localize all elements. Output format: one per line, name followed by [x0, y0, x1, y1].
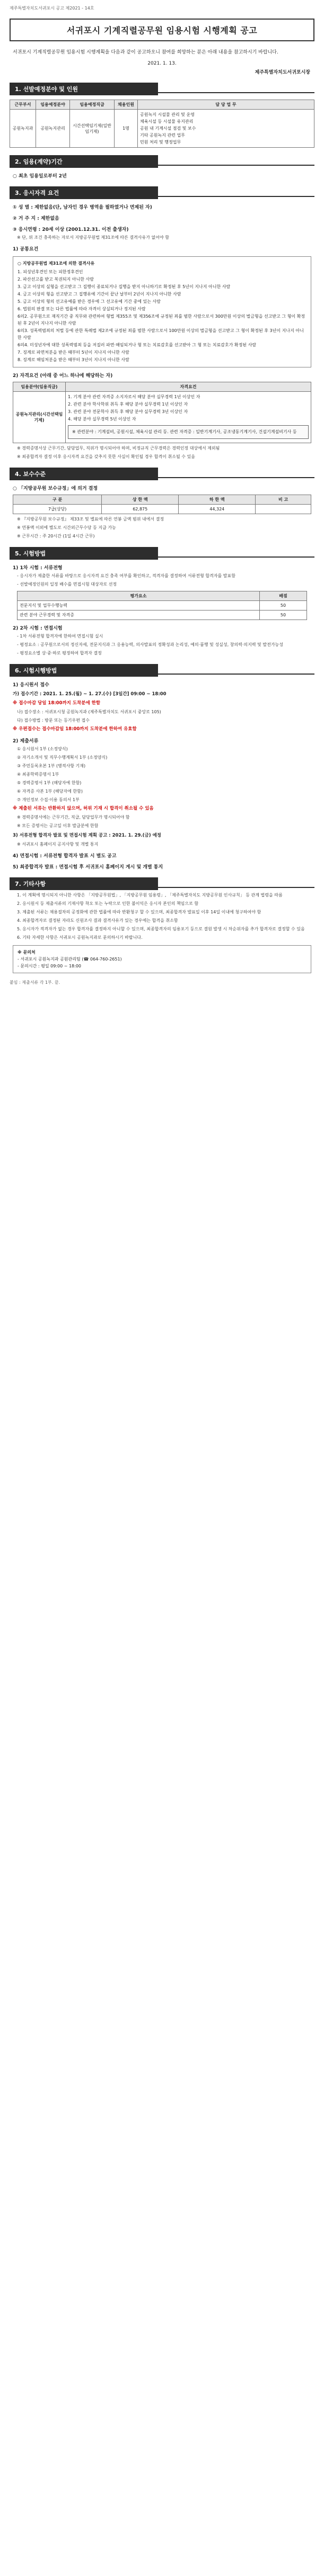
table-row: 7급(상당) 62,875 44,324: [13, 505, 311, 514]
table-header: 평가요소: [17, 591, 260, 601]
interview-heading: 4) 면접시험 : 서류전형 합격자 발표 시 별도 공고: [13, 854, 117, 859]
list-item: 5. 응시자가 적격자가 없는 경우 합격자를 결정하지 아니할 수 있으며, 최종합격자의 임용포기 등으로 결원 발생 시 차순위자를 추가 합격자로 결정할 수 있음: [17, 927, 305, 931]
list-item: 8. 징계로 해임처분을 받은 때부터 3년이 지나지 아니한 사람: [17, 357, 129, 362]
qualification-heading: 2) 자격요건 (아래 중 어느 하나에 해당하는 자): [13, 373, 113, 379]
list-item: 1. 기계 분야 관련 자격증 소지자로서 해당 분야 실무경력 1년 이상인 자: [68, 394, 200, 399]
section-5-heading: 5. 시험방법: [10, 547, 314, 560]
table-header: 임용예정분야: [36, 100, 70, 110]
disqualification-box: ○ 지방공무원법 제31조에 의한 결격사유 1. 피성년후견인 또는 피한정후견인 2. 파산선고를 받고 복권되지 아니한 사람 3. 금고 이상의 실형을 선고받고 그 집행이 종료되거나 집행을 받지 아니하기로 확정된 후 5년이 지나지 아니한 사람 4. 금고 이상의 형을 선고받고 그 집행유예 기간이 끝난 날부터 2년이 지나지 아니한 사람 5. 금고 이상의 형의 선고유예를 받은 경우에 그 선고유예 기간 중에 있는 사람 6. 법원의 판결 또는 다른 법률에 따라 자격이 상실되거나 정지된 사람 6의2. 공무원으로 재직기간 중 직무와 관련하여 형법 제355조 및 제356조에 규정된 죄를 범한 사람으로서 300만원 이상의 벌금형을 선고받고 그 형이 확정된 후 2년이 지나지 아니한 사람 6의3. 성폭력범죄의 처벌 등에 관한 특례법 제2조에 규정된 죄를 범한 사람으로서 100만원 이상의 벌금형을 선고받고 그 형이 확정된 후 3년이 지나지 아니한 사람 6의4. 미성년자에 대한 성폭력범죄 등을 저질러 파면·해임되거나 형 또는 치료감호를 선고받아 그 형 또는 치료감호가 확정된 사람 7. 징계로 파면처분을 받은 때부터 5년이 지나지 아니한 사람 8. 징계로 해임처분을 받은 때부터 3년이 지나지 아니한 사람: [13, 256, 311, 367]
list-item: 5. 금고 이상의 형의 선고유예를 받은 경우에 그 선고유예 기간 중에 있는 사람: [17, 299, 161, 304]
intro-text: 서귀포시 기계직렬공무원 임용시험 시행계획을 다음과 같이 공고하오니 참여를 희망하는 분은 아래 내용을 참고하시기 바랍니다.: [13, 50, 278, 55]
section-4-heading: 4. 보수수준: [10, 468, 314, 480]
documents-note: ※ 경력증명서에는 근무기간, 직급, 담당업무가 명시되어야 함: [17, 815, 130, 820]
section-1-heading: 1. 선발예정분야 및 인원: [10, 83, 314, 95]
list-item: 6. 기타 자세한 사항은 서귀포시 공원녹지과로 문의하시기 바랍니다.: [17, 935, 143, 940]
criteria-table: [17, 591, 307, 620]
section-7-heading: 7. 기타사항: [10, 877, 314, 890]
related-field-note: ※ 관련분야 : 기계설비, 공원시설, 체육시설 관리 등. 관련 자격증 : 일반기계기사, 공조냉동기계기사, 건설기계설비기사 등: [68, 425, 309, 439]
table-header: 구 분: [13, 495, 102, 505]
mail-note: ※ 우편접수는 접수마감일 18:00까지 도착분에 한하여 유효함: [13, 726, 137, 732]
table-row: 공원녹지과 공원녹지관리 시간선택임기제(일반임기제) 1명 공원녹지 시설물 관리 및 운영 체육시설 등 시설물 유지관리 공원 내 기계시설 점검 및 보수 기타 공원녹지 관련 업무 민원 처리 및 행정업무: [10, 110, 314, 148]
doc-number: 제주특별자치도서귀포시 공고 제2021 - 14호: [10, 6, 94, 11]
final-result-heading: 5) 최종합격자 발표 : 면접시험 후 서귀포시 홈페이지 게시 및 개별 통지: [13, 865, 163, 870]
duty-item: 기타 공원녹지 관련 업무: [140, 133, 185, 138]
list-item: ② 자기소개서 및 직무수행계획서 1부 (소정양식): [17, 755, 108, 760]
salary-note: ※ 근무시간 : 주 20시간 (1일 4시간 근무): [17, 534, 95, 538]
list-item: 4. 최종합격자로 결정된 자라도 신원조사 결과 결격사유가 있는 경우에는 합격을 취소함: [17, 918, 178, 923]
documents-note: ※ 모든 증명서는 공고일 이후 발급분에 한함: [17, 823, 99, 828]
contact-box: ※ 문의처 - 서귀포시 공원녹지과 공원관리팀 (☎ 064-760-2651) - 문의시간 : 평일 09:00 ~ 18:00: [13, 945, 311, 973]
result-announcement: 3) 서류전형 합격자 발표 및 면접시험 계획 공고 : 2021. 1. 29.(금) 예정: [13, 833, 161, 838]
list-item: 3. 금고 이상의 실형을 선고받고 그 집행이 종료되거나 집행을 받지 아니하기로 확정된 후 5년이 지나지 아니한 사람: [17, 284, 231, 289]
section-2-heading: 2. 임용(계약)기간: [10, 155, 314, 168]
list-item: 2. 응시원서 등 제출서류의 기재사항 착오 또는 누락으로 인한 불이익은 응시자 본인의 책임으로 함: [17, 901, 199, 906]
experience-note: ※ 경력증명서상 근무기간, 담당업무, 직위가 명시되어야 하며, 비정규직 근무경력은 경력인정 대상에서 제외됨: [17, 446, 220, 451]
salary-note: ※ 『지방공무원 보수규정』 제33조 및 별표에 따른 연봉 금액 범위 내에서 결정: [17, 517, 164, 522]
table-header: 담 당 업 무: [138, 100, 314, 110]
qualification-gender: ① 성 별 : 제한없음(단, 남자인 경우 병역을 필하였거나 면제된 자): [13, 205, 152, 210]
duty-item: 공원녹지 시설물 관리 및 운영: [140, 112, 195, 117]
list-item: ① 응시원서 1부 (소정양식): [17, 747, 68, 751]
list-item: 4. 해당 분야 실무경력 5년 이상인 자: [68, 417, 136, 421]
list-item: 2. 파산선고를 받고 복권되지 아니한 사람: [17, 277, 94, 282]
positions-table: [10, 100, 314, 148]
list-item: 3. 제출된 서류는 채용절차의 공정화에 관한 법률에 따라 반환청구 할 수 있으며, 최종합격자 발표일 이후 14일 이내에 청구하여야 함: [17, 910, 261, 914]
section-6-heading: 6. 시험시행방법: [10, 664, 314, 677]
list-item: 6의2. 공무원으로 재직기간 중 직무와 관련하여 형법 제355조 및 제356조에 규정된 죄를 범한 사람으로서 300만원 이상의 벌금형을 선고받고 그 형이 확정된 후 2년이 지나지 아니한 사람: [17, 314, 305, 326]
duty-item: 민원 처리 및 행정업무: [140, 140, 181, 145]
list-item: 6의4. 미성년자에 대한 성폭력범죄 등을 저질러 파면·해임되거나 형 또는 치료감호를 선고받아 그 형 또는 치료감호가 확정된 사람: [17, 343, 257, 347]
qualification-note: ※ 단, 위 조건 충족하는 자로서 지방공무원법 제31조에 따른 결격사유가 없어야 함: [17, 235, 169, 240]
table-header: 임용분야(임용직급): [13, 382, 66, 392]
list-item: 1. 이 계획에 명시되지 아니한 사항은 「지방공무원법」, 「지방공무원 임용령」, 「제주특별자치도 지방공무원 인사규칙」 등 관계 법령을 따름: [17, 893, 283, 897]
list-item: 2. 관련 분야 학사학위 취득 후 해당 분야 실무경력 1년 이상인 자: [68, 402, 188, 407]
table-header: 비 고: [256, 495, 311, 505]
table-header: 채용인원: [115, 100, 138, 110]
cancellation-note: ※ 최종합격자 결정 이후 응시자격 요건을 갖추지 못한 사실이 확인될 경우 합격이 취소될 수 있음: [17, 454, 195, 459]
documents-warning: ※ 제출된 서류는 반환하지 않으며, 허위 기재 시 합격이 취소될 수 있음: [13, 806, 154, 811]
salary-caption: ○ 「지방공무원 보수규정」에 의거 결정: [13, 486, 98, 491]
table-header: 하 한 액: [179, 495, 256, 505]
salary-table: [13, 495, 311, 514]
list-item: 3. 관련 분야 전문학사 취득 후 해당 분야 실무경력 3년 이상인 자: [68, 409, 188, 414]
list-item: 6의3. 성폭력범죄의 처벌 등에 관한 특례법 제2조에 규정된 죄를 범한 사람으로서 100만원 이상의 벌금형을 선고받고 그 형이 확정된 후 3년이 지나지 아니한 사람: [17, 328, 304, 340]
documents-heading: 2) 제출서류: [13, 739, 39, 744]
list-item: ⑥ 자격증 사본 1부 (해당자에 한함): [17, 789, 83, 794]
page-title: 서귀포시 기계직렬공무원 임용시험 시행계획 공고: [10, 19, 314, 41]
application-heading: 1) 응시원서 접수: [13, 683, 49, 688]
qualification-residence: ② 거 주 지 : 제한없음: [13, 216, 59, 221]
announcement-page: 제주특별자치도서귀포시 공고 제2021 - 14호 서귀포시 기계직렬공무원 임용시험 시행계획 공고 서귀포시 기계직렬공무원 임용시험 시행계획을 다음과 같이 공고하오니 참여를 희망하는 분은 아래 내용을 참고하시기 바랍니다. 2021. 1. 13. 제주특별자치도서귀포시장 1. 선발예정분야 및 인원 근무부서 임용예정분야 임용예정직급 채용인원 담 당 업 무 공원녹지과 공원녹지관리 시간선택임기제(일반임기제) 1명 공원녹지 시설물 관리 및 운영 체육시설 등 시설물 유지관리 공원 내 기계시설 점검 및 보수 기타 공원녹지 관련 업무 민원 처리 및 행정업무 2. 임용(계약)기간 ○ 최초 임용일로부터 2년 3. 응시자격 요건 ① 성 별 : 제한없음(단, 남자인 경우 병역을 필하였거나 면제된 자) ② 거 주 지 : 제한없음 ③ 응시연령 : 20세 이상 (2001.12.31. 이전 출생자) ※ 단, 위 조건 충족하는 자로서 지방공무원법 제31조에 따른 결격사유가 없어야 함 1) 공통요건 ○ 지방공무원법 제31조에 의한 결격사유 1. 피성년후견인 또는 피한정후견인 2. 파산선고를 받고 복권되지 아니한 사람 3. 금고 이상의 실형을 선고받고 그 집행이 종료되거나 집행을 받지 아니하기로 확정된 후 5년이 지나지 아니한 사람 4. 금고 이상의 형을 선고받고 그 집행유예 기간이 끝난 날부터 2년이 지나지 아니한 사람 5. 금고 이상의 형의 선고유예를 받은 경우에 그 선고유예 기간 중에 있는 사람 6. 법원의 판결 또는 다른 법률에 따라 자격이 상실되거나 정지된 사람 6의2. 공무원으로 재직기간 중 직무와 관련하여 형법 제355조 및 제356조에 규정된 죄를 범한 사람으로서 300만원 이상의 벌금형을 선고받고 그 형이 확정된 후 2년이 지나지 아니한 사람 6의3. 성폭력범죄의 처벌 등에 관한 특례법 제2조에 규정된 죄를 범한 사람으로서 100만원 이상의 벌금형을 선고받고 그 형이 확정된 후 3년이 지나지 아니한 사람 6의4. 미성년자에 대한 성폭력범죄 등을 저질러 파면·해임되거나 형 또는 치료감호를 선고받아 그 형 또는 치료감호가 확정된 사람 7. 징계로 파면처분을 받은 때부터 5년이 지나지 아니한 사람 8. 징계로 해임처분을 받은 때부터 3년이 지나지 아니한 사람 2) 자격요건 (아래 중 어느 하나에 해당하는 자) 임용분야(임용직급) 자격요건 공원녹지관리(시간선택임기제) 1. 기계 분야 관련 자격증 소지자로서 해당 분야 실무경력 1년 이상인 자 2. 관련 분야 학사학위 취득 후 해당 분야 실무경력 1년 이상인 자 3. 관련 분야 전문학사 취득 후 해당 분야 실무경력 3년 이상인 자 4. 해당 분야 실무경력 5년 이상인 자 ※ 관련분야 : 기계설비, 공원시설, 체육시설 관리 등. 관련 자격증 : 일반기계기사, 공조냉동기계기사, 건설기계설비기사 등 ※ 경력증명서상 근무기간, 담당업무, 직위가 명시되어야 하며, 비정규직 근무경력은 경력인정 대상에서 제외됨 ※ 최종합격자 결정 이후 응시자격 요건을 갖추지 못한 사실이 확인될 경우 합격이 취소될 수 있음 4. 보수수준 ○ 「지방공무원 보수규정」에 의거 결정 구 분 상 한 액 하 한 액 비 고 7급(상당) 62,875 44,324 ※ 『지방공무원 보수규정』 제33조 및 별표에 따른 연봉 금액 범위 내에서 결정 ※ 연봉액 이외에 별도로 시간외근무수당 등 지급 가능 ※ 근무시간 : 주 20시간 (1일 4시간 근무) 5. 시험방법 1) 1차 시험 : 서류전형 - 응시자가 제출한 서류를 바탕으로 응시자격 요건 충족 여부를 확인하고, 적격자를 결정하여 서류전형 합격자를 발표함 - 선발예정인원의 일정 배수를 면접시험 대상자로 선정 평가요소 배점 전문지식 및 업무수행능력 50 관련 분야 근무경력 및 자격증 50 2) 2차 시험 : 면접시험 - 1차 서류전형 합격자에 한하여 면접시험 실시 - 평정요소 : 공무원으로서의 정신자세, 전문지식과 그 응용능력, 의사발표의 정확성과 논리성, 예의·품행 및 성실성, 창의력·의지력 및 발전가능성 - 평정요소별 상·중·하로 평정하여 합격자 결정 6. 시험시행방법 1) 응시원서 접수 가) 접수기간 : 2021. 1. 25.(월) ~ 1. 27.(수) [3일간] 09:00 ~ 18:00 ※ 접수마감 당일 18:00까지 도착분에 한함 나) 접수장소 : 서귀포시청 공원녹지과 (제주특별자치도 서귀포시 중앙로 105) 다) 접수방법 : 방문 또는 등기우편 접수 ※ 우편접수는 접수마감일 18:00까지 도착분에 한하여 유효함 2) 제출서류 ① 응시원서 1부 (소정양식) ② 자기소개서 및 직무수행계획서 1부 (소정양식) ③ 주민등록초본 1부 (병적사항 기재) ④ 최종학력증명서 1부 ⑤ 경력증명서 1부 (해당자에 한함) ⑥ 자격증 사본 1부 (해당자에 한함) ⑦ 개인정보 수집·이용 동의서 1부 ※ 제출된 서류는 반환하지 않으며, 허위 기재 시 합격이 취소될 수 있음 ※ 경력증명서에는 근무기간, 직급, 담당업무가 명시되어야 함 ※ 모든 증명서는 공고일 이후 발급분에 한함 3) 서류전형 합격자 발표 및 면접시험 계획 공고 : 2021. 1. 29.(금) 예정 ※ 서귀포시 홈페이지 공지사항 및 개별 통지 4) 면접시험 : 서류전형 합격자 발표 시 별도 공고 5) 최종합격자 발표 : 면접시험 후 서귀포시 홈페이지 게시 및 개별 통지 7. 기타사항 1. 이 계획에 명시되지 아니한 사항은 「지방공무원법」, 「지방공무원 임용령」, 「제주특별자치도 지방공무원 인사규칙」 등 관계 법령을 따름 2. 응시원서 등 제출서류의 기재사항 착오 또는 누락으로 인한 불이익은 응시자 본인의 책임으로 함 3. 제출된 서류는 채용절차의 공정화에 관한 법률에 따라 반환청구 할 수 있으며, 최종합격자 발표일 이후 14일 이내에 청구하여야 함 4. 최종합격자로 결정된 자라도 신원조사 결과 결격사유가 있는 경우에는 합격을 취소함 5. 응시자가 적격자가 없는 경우 합격자를 결정하지 아니할 수 있으며, 최종합격자의 임용포기 등으로 결원 발생 시 차순위자를 추가 합격자로 결정할 수 있음 6. 기타 자세한 사항은 서귀포시 공원녹지과로 문의하시기 바랍니다. ※ 문의처 - 서귀포시 공원녹지과 공원관리팀 (☎ 064-760-2651) - 문의시간 : 평일 09:00 ~ 18:00 붙임 : 제출서류 각 1부. 끝.: [0, 0, 324, 2576]
list-item: 7. 징계로 파면처분을 받은 때부터 5년이 지나지 아니한 사람: [17, 350, 129, 355]
list-item: ⑦ 개인정보 수집·이용 동의서 1부: [17, 797, 80, 802]
list-item: ④ 최종학력증명서 1부: [17, 772, 59, 777]
application-place: 나) 접수장소 : 서귀포시청 공원녹지과 (제주특별자치도 서귀포시 중앙로 105): [17, 710, 161, 714]
table-header: 상 한 액: [102, 495, 179, 505]
list-item: 6. 법원의 판결 또는 다른 법률에 따라 자격이 상실되거나 정지된 사람: [17, 307, 146, 311]
duty-item: 공원 내 기계시설 점검 및 보수: [140, 126, 196, 131]
exam-step-2: 2) 2차 시험 : 면접시험: [13, 626, 63, 631]
announcement-date: 2021. 1. 13.: [147, 61, 177, 66]
salary-note: ※ 연봉액 이외에 별도로 시간외근무수당 등 지급 가능: [17, 525, 116, 530]
table-row: 전문지식 및 업무수행능력 50: [17, 601, 307, 611]
table-header: 자격요건: [66, 382, 311, 392]
qualification-age: ③ 응시연령 : 20세 이상 (2001.12.31. 이전 출생자): [13, 227, 129, 232]
attachment-footer: 붙임 : 제출서류 각 1부. 끝.: [10, 980, 60, 985]
list-item: ③ 주민등록초본 1부 (병적사항 기재): [17, 764, 86, 768]
application-period: 가) 접수기간 : 2021. 1. 25.(월) ~ 1. 27.(수) [3일간] 09:00 ~ 18:00: [13, 692, 167, 697]
table-row: 공원녹지관리(시간선택임기제) 1. 기계 분야 관련 자격증 소지자로서 해당 분야 실무경력 1년 이상인 자 2. 관련 분야 학사학위 취득 후 해당 분야 실무경력 1년 이상인 자 3. 관련 분야 전문학사 취득 후 해당 분야 실무경력 3년 이상인 자 4. 해당 분야 실무경력 5년 이상인 자 ※ 관련분야 : 기계설비, 공원시설, 체육시설 관리 등. 관련 자격증 : 일반기계기사, 공조냉동기계기사, 건설기계설비기사 등: [13, 392, 311, 443]
section-3-heading: 3. 응시자격 요건: [10, 186, 314, 199]
contract-period: ○ 최초 임용일로부터 2년: [13, 174, 67, 179]
deadline-note: ※ 접수마감 당일 18:00까지 도착분에 한함: [13, 701, 101, 706]
table-header: 배점: [260, 591, 307, 601]
duty-item: 체육시설 등 시설물 유지관리: [140, 119, 194, 124]
application-method: 다) 접수방법 : 방문 또는 등기우편 접수: [17, 718, 90, 723]
list-item: ⑤ 경력증명서 1부 (해당자에 한함): [17, 780, 82, 785]
exam-step-1: 1) 1차 시험 : 서류전형: [13, 566, 63, 571]
common-requirements: 1) 공통요건: [13, 247, 39, 252]
organization-name: 제주특별자치도서귀포시장: [255, 70, 310, 75]
table-header: 임용예정직급: [70, 100, 115, 110]
table-header: 근무부서: [10, 100, 36, 110]
list-item: 4. 금고 이상의 형을 선고받고 그 집행유예 기간이 끝난 날부터 2년이 지나지 아니한 사람: [17, 292, 181, 297]
qualification-table: [13, 382, 311, 443]
list-item: 1. 피성년후견인 또는 피한정후견인: [17, 270, 83, 274]
table-row: 관련 분야 근무경력 및 자격증 50: [17, 611, 307, 620]
